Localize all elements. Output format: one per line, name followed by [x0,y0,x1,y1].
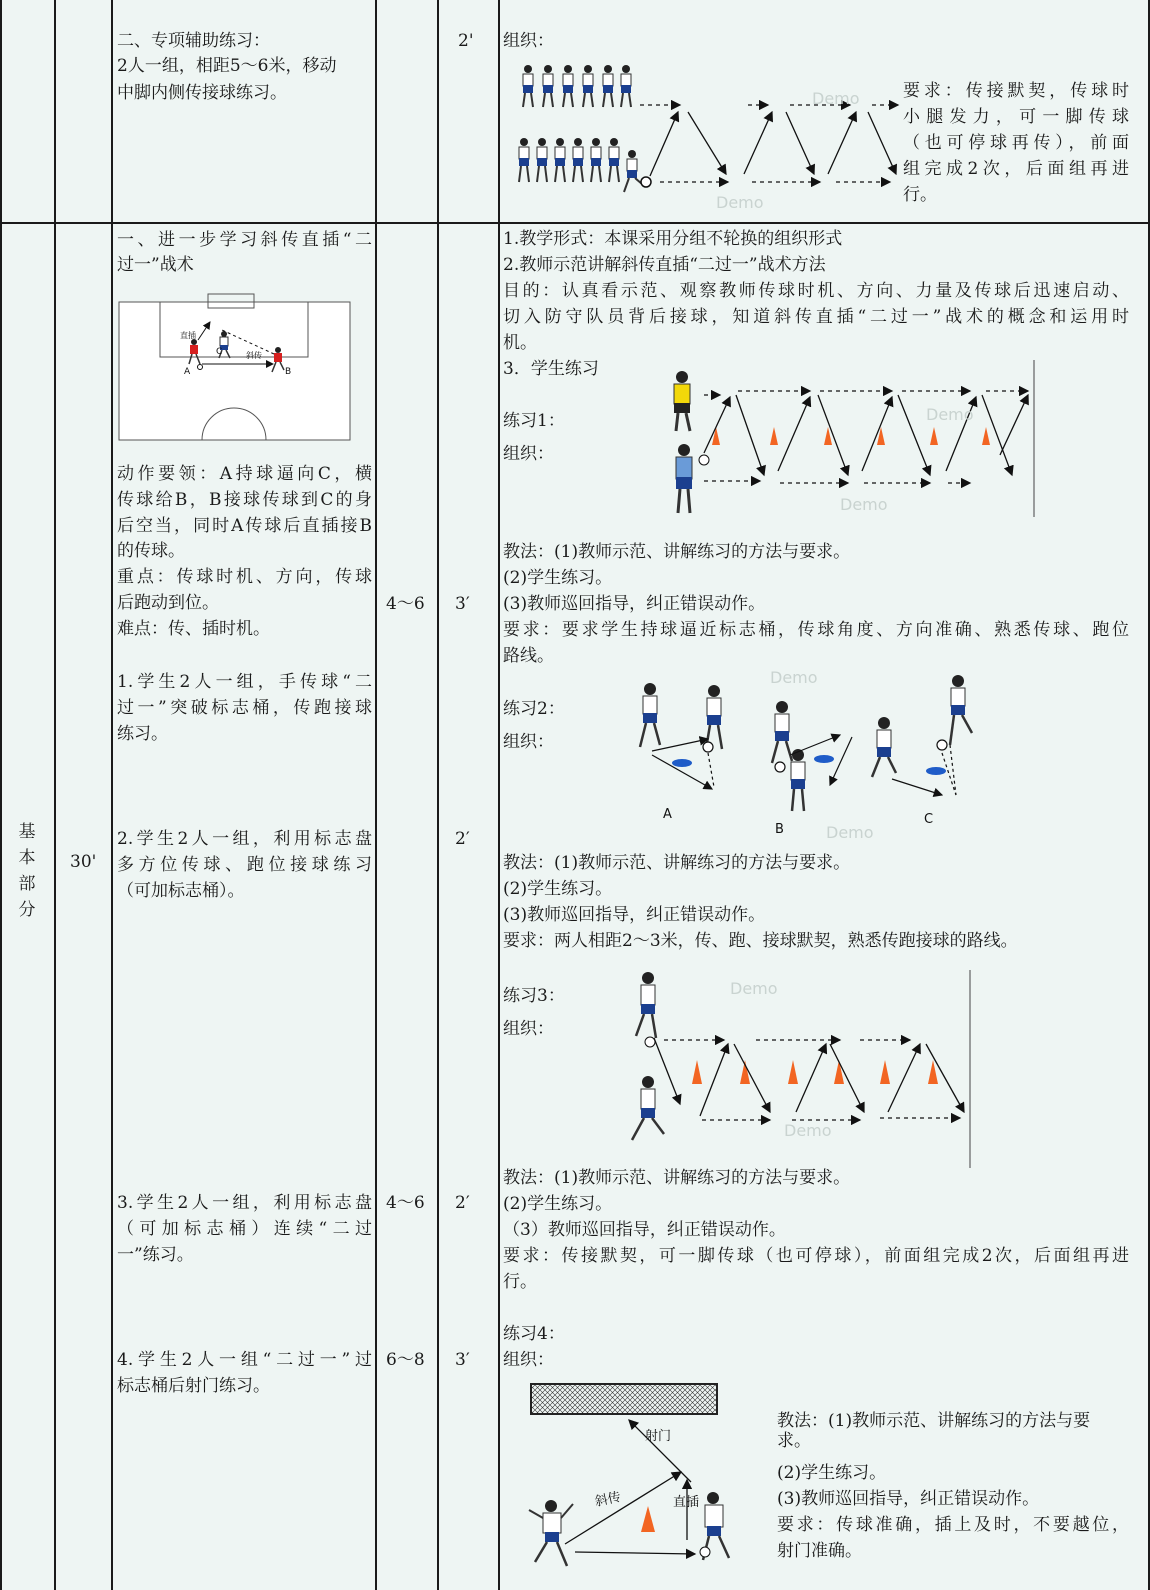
text-line: 难点：传、插时机。 [117,619,270,639]
text-line: 要求：要求学生持球逼近标志桶，传球角度、方向准确、熟悉传球、跑位 [503,620,1129,640]
text-line: (3)教师巡回指导，纠正错误动作。 [503,594,766,614]
text-line: 要求：传球准确，插上及时，不要越位， [777,1515,1129,1535]
text-line: （也可停球再传），前面 [903,133,1129,153]
grid-line [54,0,56,1590]
watermark: Demo [716,193,764,212]
svg-text:A: A [184,367,191,377]
text-line: 2.教师示范讲解斜传直插“二过一”战术方法 [503,255,826,275]
coach-yellow [674,371,690,431]
text-line: 路线。 [503,646,554,666]
svg-text:A: A [663,807,672,822]
text-line: 一、进一步学习斜传直插“二 [117,230,372,250]
text-line: （可加标志桶）。 [117,881,245,901]
text-line: 要求：传接默契，可一脚传球（也可停球），前面组完成2次，后面组再进 [503,1246,1129,1266]
text-line: (2)学生练习。 [503,568,613,588]
time-ex4: 3′ [455,1350,470,1370]
text-line: 行。 [503,1272,537,1292]
p1-label: 练习1： [503,411,565,431]
text-line: （可加标志桶）连续“二过 [117,1219,372,1239]
grid-line [498,0,500,1590]
players [632,972,664,1140]
text-line: 求。 [777,1431,811,1451]
svg-text:B: B [775,822,784,837]
svg-text:C: C [216,347,223,357]
time-ex2: 2′ [455,829,470,849]
section-label: 基 本 部 分 [18,822,36,920]
text-line: 教法：(1)教师示范、讲解练习的方法与要求。 [503,853,851,873]
grid-line [375,0,377,1590]
row1-pass-diagram [500,60,900,210]
reps-ex3: 4～6 [386,1193,425,1213]
p3-org: 组织： [503,1019,554,1039]
goal-net [531,1384,717,1414]
reps-ex1: 4～6 [386,594,425,614]
text-line: 后跑动到位。 [117,593,219,613]
watermark: Demo [784,1121,832,1140]
p3-label: 练习3： [503,986,565,1006]
text-line: 教法：(1)教师示范、讲解练习的方法与要求。 [503,542,851,562]
text-line: 要求：两人相距2～3米，传、跑、接球默契，熟悉传跑接球的路线。 [503,931,1018,951]
watermark: Demo [730,979,778,998]
watermark: Demo [826,823,874,842]
text-line: 射门准确。 [777,1541,862,1561]
p2-org: 组织： [503,732,554,752]
practice2-diagram [620,675,990,845]
text-line: 2.学生2人一组，利用标志盘 [117,829,372,849]
practice-title: 3．学生练习 [503,359,599,379]
pass-arrows [640,105,898,182]
p4-org: 组织： [503,1350,554,1370]
text-line: 机。 [503,333,537,353]
text-line: 过一”突破标志桶，传跑接球 [117,698,372,718]
text-line: 小腿发力，可一脚传球 [903,107,1129,127]
player-group-bottom [519,138,651,192]
watermark: Demo [840,495,888,514]
p4-label: 练习4： [503,1324,565,1344]
text-line: 重点：传球时机、方向，传球 [117,567,372,587]
coach-blue [676,444,709,513]
practice4-diagram [505,1380,770,1585]
text-line: 1.教学形式：本课采用分组不轮换的组织形式 [503,229,843,249]
grid-line [111,0,113,1590]
text-line: （3）教师巡回指导，纠正错误动作。 [503,1220,786,1240]
text-line: 传球给B，B接球传球到C的身 [117,490,372,510]
p2-label: 练习2： [503,699,565,719]
text-line: 1.学生2人一组，手传球“二 [117,672,372,692]
watermark: Demo [926,405,974,424]
field-diagram [118,292,352,442]
grid-line [437,0,439,1590]
row-divider [0,222,1150,224]
text-line: 要求：传接默契，传球时 [903,81,1129,101]
text-line: 3.学生2人一组，利用标志盘 [117,1193,372,1213]
svg-text:射门: 射门 [645,1429,672,1444]
svg-text:斜传: 斜传 [593,1489,623,1510]
time-ex1: 3′ [455,594,470,614]
text-line: 一”练习。 [117,1245,194,1265]
text-line: (3)教师巡回指导，纠正错误动作。 [503,905,766,925]
text-line: (2)学生练习。 [503,1194,613,1214]
row1-org-label: 组织： [503,31,554,51]
text-line: 2人一组，相距5～6米，移动 [117,56,337,76]
svg-text:C: C [924,812,934,827]
watermark: Demo [812,89,860,108]
text-line: 中脚内侧传接球练习。 [117,83,287,103]
text-line: (2)学生练习。 [777,1463,887,1483]
time-ex3: 2′ [455,1193,470,1213]
text-line: 4.学生2人一组“二过一”过 [117,1350,372,1370]
grid-line [0,0,2,1590]
text-line: 组完成2次，后面组再进 [903,159,1129,179]
text-line: (2)学生练习。 [503,879,613,899]
svg-text:斜传: 斜传 [246,351,262,360]
text-line: 标志桶后射门练习。 [117,1376,270,1396]
text-line: 切入防守队员背后接球，知道斜传直插“二过一”战术的概念和运用时 [503,307,1129,327]
cones [712,427,990,445]
text-line: 教法：(1)教师示范、讲解练习的方法与要 [777,1411,1091,1431]
text-line: 过一”战术 [117,255,194,275]
p1-org: 组织： [503,444,554,464]
text-line: 二、专项辅助练习： [117,31,270,51]
watermark: Demo [770,668,818,687]
text-line: 后空当，同时A传球后直插接B [117,516,372,536]
text-line: 目的：认真看示范、观察教师传球时机、方向、力量及传球后迅速启动、 [503,281,1129,301]
text-line: (3)教师巡回指导，纠正错误动作。 [777,1489,1040,1509]
text-line: 行。 [903,185,937,205]
row1-time: 2' [458,31,474,51]
svg-text:直插: 直插 [180,331,196,340]
text-line: 多方位传球、跑位接球练习 [117,855,372,875]
svg-text:直插: 直插 [673,1495,700,1510]
section-time: 30' [70,852,97,872]
text-line: 练习。 [117,724,168,744]
text-line: 的传球。 [117,541,185,561]
svg-text:B: B [285,367,292,377]
player-group-top [523,65,631,107]
text-line: 动作要领：A持球逼向C，横 [117,464,372,484]
text-line: 教法：(1)教师示范、讲解练习的方法与要求。 [503,1168,851,1188]
reps-ex4: 6～8 [386,1350,425,1370]
